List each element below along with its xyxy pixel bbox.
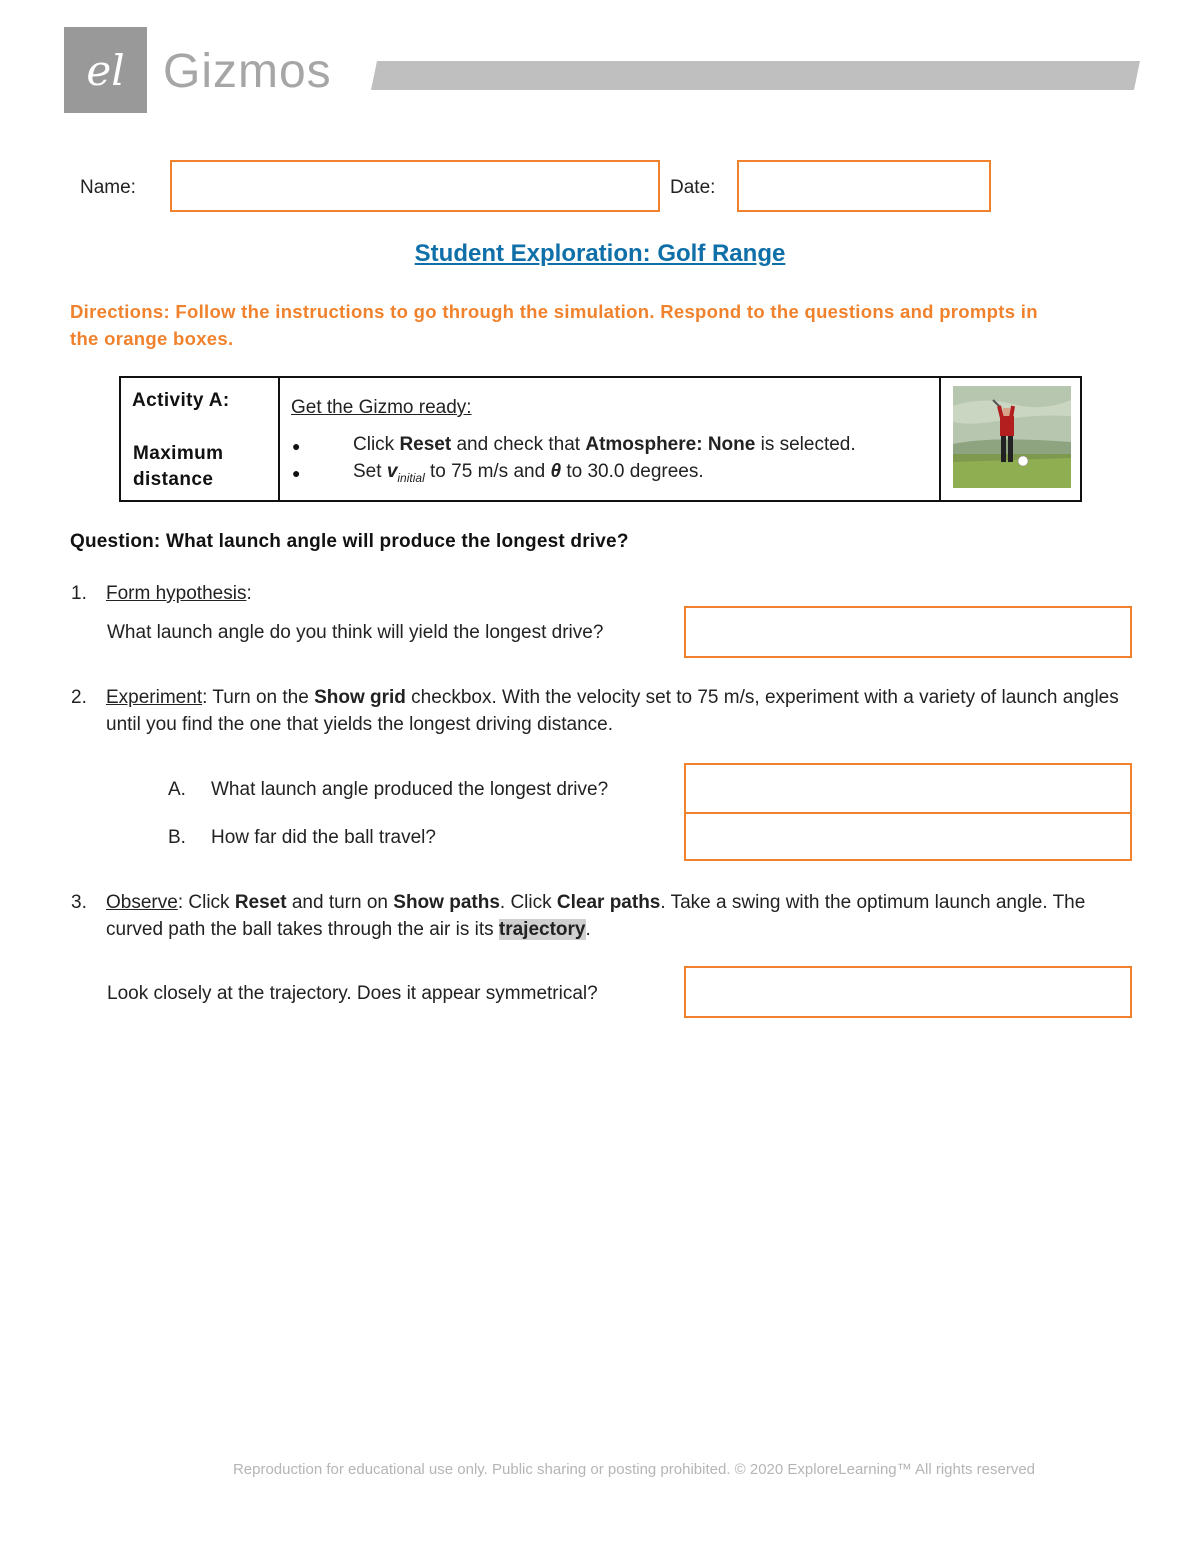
page-title: Student Exploration: Golf Range	[414, 240, 786, 267]
bullet-icon: ●	[292, 438, 301, 454]
activity-label: Activity A:	[132, 390, 230, 411]
brand-name: Gizmos	[163, 45, 332, 98]
table-divider	[278, 376, 280, 502]
item-2-text: Experiment: Turn on the Show grid checkbox. With the velocity set to 75 m/s, experiment with a variety of launch angles until you find the one that yields the longest driving distance.	[106, 687, 1119, 735]
instruction-set-values: Set $v_{initial}$ to 75 m/s and θ to 30.0 degrees.	[353, 461, 704, 485]
item-2b-prompt: How far did the ball travel?	[211, 827, 436, 848]
instruction-reset: Click Reset and check that Atmosphere: None is selected.	[353, 434, 856, 455]
header-bar	[371, 61, 1140, 90]
sub-item-letter: B.	[168, 827, 186, 848]
item-number: 1.	[71, 583, 87, 604]
symmetry-answer-box[interactable]	[684, 966, 1132, 1018]
table-divider	[939, 376, 941, 502]
item-2a-prompt: What launch angle produced the longest drive?	[211, 779, 609, 800]
question-heading: Question: What launch angle will produce the longest drive?	[70, 531, 629, 552]
bullet-icon: ●	[292, 465, 301, 481]
item-3-prompt: Look closely at the trajectory. Does it appear symmetrical?	[107, 983, 598, 1004]
hypothesis-answer-box[interactable]	[684, 606, 1132, 658]
item-number: 3.	[71, 892, 87, 913]
longest-drive-angle-box[interactable]	[684, 763, 1132, 814]
golfer-image	[953, 386, 1071, 488]
item-1-prompt: What launch angle do you think will yield the longest drive?	[107, 622, 604, 643]
item-number: 2.	[71, 687, 87, 708]
sub-item-letter: A.	[168, 779, 186, 800]
date-field[interactable]	[737, 160, 991, 212]
explorelearning-logo: el	[86, 45, 125, 95]
name-label: Name:	[80, 177, 136, 198]
item-1-heading: Form hypothesis:	[106, 583, 252, 604]
date-label: Date:	[670, 177, 716, 198]
activity-name-line2: distance	[133, 469, 214, 490]
footer-copyright: Reproduction for educational use only. Public sharing or posting prohibited. © 2020 ExploreLearning™ All rights reserved	[232, 1461, 1036, 1478]
directions-text: Directions: Follow the instructions to go through the simulation. Respond to the questions and prompts in the orange boxes.	[70, 301, 1038, 349]
ball-distance-box[interactable]	[684, 812, 1132, 861]
item-3-text: Observe: Click Reset and turn on Show paths. Click Clear paths. Take a swing with the optimum launch angle. The curved path the ball takes through the air is its trajectory.	[106, 892, 1086, 940]
activity-name-line1: Maximum	[133, 443, 224, 464]
name-field[interactable]	[170, 160, 660, 212]
activity-heading: Get the Gizmo ready:	[291, 397, 472, 418]
